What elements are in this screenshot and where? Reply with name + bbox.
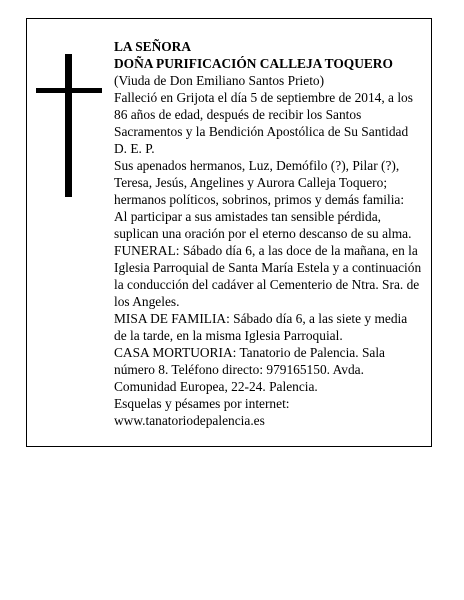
family-list: Sus apenados hermanos, Luz, Demófilo (?), Pilar (?), Teresa, Jesús, Angelines y Aurora Calleja Toquero; hermanos políticos, sobrinos, primos y demás familia: — [114, 158, 405, 207]
title-line: LA SEÑORA — [114, 39, 192, 54]
cross-icon — [36, 54, 102, 197]
deceased-name: DOÑA PURIFICACIÓN CALLEJA TOQUERO — [114, 56, 393, 71]
online-condolences-label: Esquelas y pésames por internet: — [114, 396, 290, 411]
rip-line: D. E. P. — [114, 141, 155, 156]
funeral-info: FUNERAL: Sábado día 6, a las doce de la mañana, en la Iglesia Parroquial de Santa María Estela y a continuación la conducción del cadáver al Cementerio de Ntra. Sra. de los Angeles. — [114, 243, 422, 309]
death-statement: Falleció en Grijota el día 5 de septiembre de 2014, a los 86 años de edad, después de recibir los Santos Sacramentos y la Bendición Apostólica de Su Santidad — [114, 90, 413, 139]
obituary-text — [114, 38, 422, 429]
mortuary-info: CASA MORTUORIA: Tanatorio de Palencia. Sala número 8. Teléfono directo: 979165150. Avda. Comunidad Europea, 22-24. Palencia. — [114, 345, 385, 394]
website-link[interactable]: www.tanatoriodepalencia.es — [114, 413, 265, 428]
family-mass-info: MISA DE FAMILIA: Sábado día 6, a las siete y media de la tarde, en la misma Iglesia Parroquial. — [114, 311, 408, 343]
widow-note: (Viuda de Don Emiliano Santos Prieto) — [114, 73, 325, 88]
prayer-request: Al participar a sus amistades tan sensible pérdida, suplican una oración por el eterno descanso de su alma. — [114, 209, 412, 241]
